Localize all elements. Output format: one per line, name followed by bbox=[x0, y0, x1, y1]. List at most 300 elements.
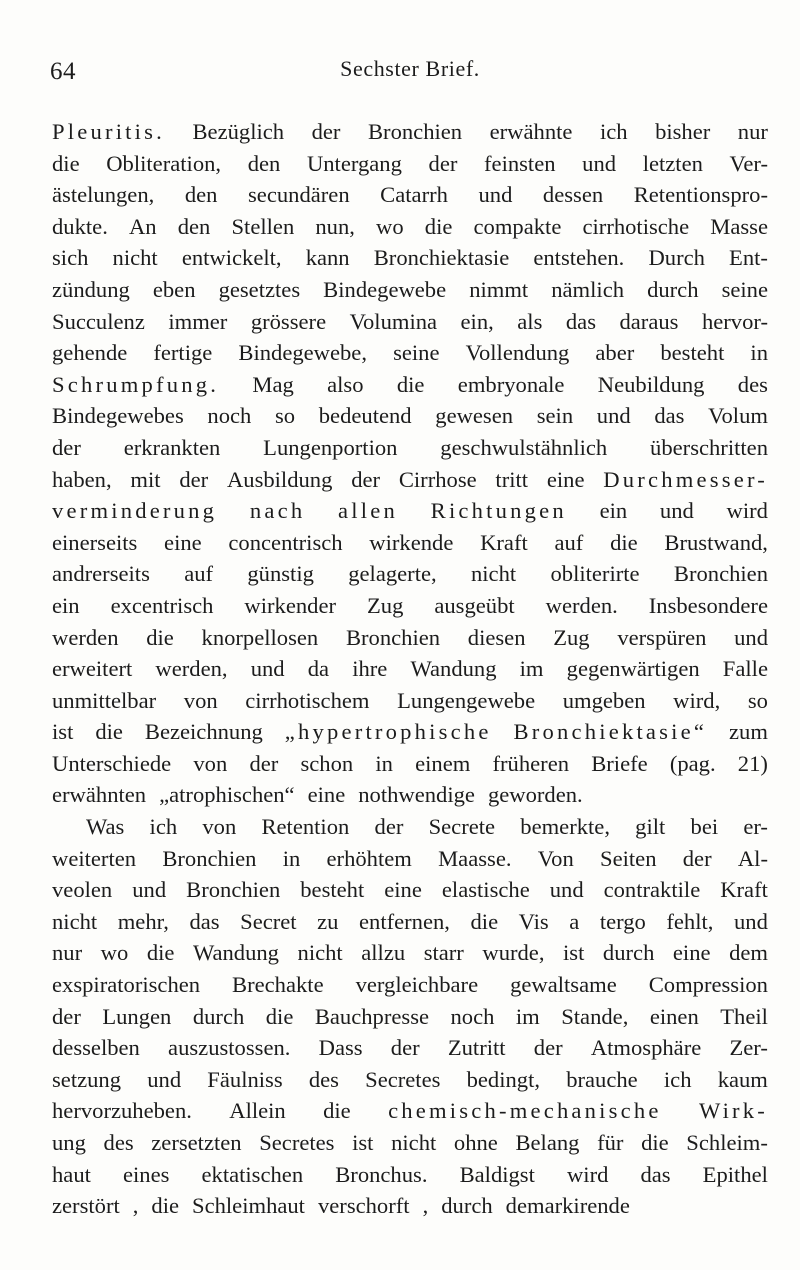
text-line bbox=[52, 779, 768, 811]
word: nämlich bbox=[551, 276, 625, 302]
word: verminderung bbox=[52, 498, 218, 524]
word: verspüren bbox=[617, 624, 707, 650]
word: der bbox=[533, 1035, 563, 1061]
word: Baldigst bbox=[459, 1161, 535, 1187]
word: die bbox=[424, 213, 453, 239]
word: eine bbox=[546, 466, 585, 492]
word: Schleim- bbox=[686, 1130, 768, 1155]
word: Richtungen bbox=[430, 498, 567, 524]
word: kaum bbox=[717, 1066, 768, 1092]
word: im bbox=[519, 656, 544, 682]
word: nothwendige bbox=[358, 782, 475, 808]
word: wo bbox=[100, 940, 129, 966]
word: und bbox=[147, 1066, 182, 1092]
word: entfernen, bbox=[359, 908, 450, 934]
word: Catarrh bbox=[380, 182, 448, 208]
word: Zer- bbox=[729, 1035, 768, 1061]
word: das bbox=[565, 308, 596, 334]
word: verschorft bbox=[317, 1193, 410, 1219]
word: ich bbox=[599, 119, 628, 144]
text-line bbox=[52, 906, 768, 938]
word: diesen bbox=[467, 624, 526, 650]
word: Succulenz bbox=[52, 308, 145, 334]
word: embryonale bbox=[457, 371, 565, 397]
word: Mag bbox=[252, 371, 294, 397]
word: die bbox=[146, 624, 174, 650]
word: des bbox=[737, 371, 768, 397]
word: zum bbox=[729, 719, 768, 745]
word: Insbesondere bbox=[648, 592, 768, 618]
word: Falle bbox=[722, 656, 768, 682]
word: die bbox=[151, 1193, 180, 1219]
word: Brechakte bbox=[232, 972, 324, 998]
text-line bbox=[52, 811, 768, 843]
word: tergo bbox=[599, 908, 646, 934]
word: compakte bbox=[473, 213, 562, 239]
word: zersetzten bbox=[151, 1130, 242, 1155]
word: der bbox=[351, 466, 381, 492]
word: und bbox=[549, 877, 584, 903]
word: Bronchien bbox=[162, 845, 257, 871]
word: die bbox=[146, 940, 175, 966]
word: und bbox=[132, 877, 167, 903]
word: gilt bbox=[635, 814, 666, 840]
word: auf bbox=[554, 529, 584, 555]
text-line bbox=[52, 432, 768, 464]
word: nun, bbox=[315, 213, 355, 239]
word: Schrumpfung. bbox=[52, 371, 220, 397]
word: und bbox=[734, 624, 768, 650]
text-line bbox=[52, 1095, 768, 1127]
word: ein bbox=[599, 498, 628, 524]
word: haben, bbox=[52, 466, 112, 492]
word: Cirrhose bbox=[398, 466, 477, 492]
word: Stande, bbox=[561, 1003, 629, 1029]
word: den bbox=[247, 150, 281, 176]
word: Stellen bbox=[231, 213, 295, 239]
word: bedingt, bbox=[466, 1066, 541, 1092]
word: das bbox=[189, 908, 220, 934]
text-line bbox=[52, 937, 768, 969]
text-line bbox=[52, 843, 768, 875]
word: wo bbox=[376, 213, 404, 239]
word: Bindegewebe, bbox=[238, 340, 367, 366]
text-line bbox=[52, 306, 768, 338]
word: die bbox=[265, 1003, 294, 1029]
word: fehlt, bbox=[666, 908, 714, 934]
word: Wirk- bbox=[698, 1098, 768, 1124]
word: Atmosphäre bbox=[590, 1035, 702, 1061]
word: schon bbox=[300, 750, 354, 776]
text-line bbox=[52, 1032, 768, 1064]
word: bei bbox=[690, 814, 719, 840]
word: nach bbox=[249, 498, 306, 524]
word: knorpellosen bbox=[201, 624, 319, 650]
word: dessen bbox=[542, 182, 604, 208]
text-line bbox=[52, 148, 768, 180]
word: früheren bbox=[492, 750, 570, 776]
word: ektatischen bbox=[201, 1161, 304, 1187]
word: Secretes bbox=[259, 1130, 335, 1155]
word: a bbox=[569, 908, 580, 934]
word: der bbox=[428, 150, 458, 176]
word: Compression bbox=[648, 972, 768, 998]
word: geschwulstähnlich bbox=[440, 434, 608, 460]
text-line bbox=[52, 1001, 768, 1033]
word: die bbox=[470, 908, 499, 934]
word: wird bbox=[566, 1161, 609, 1187]
word: chemisch-mechanische bbox=[388, 1098, 662, 1124]
word: ist bbox=[563, 940, 585, 966]
word: also bbox=[327, 371, 364, 397]
word: Fäulniss bbox=[207, 1066, 283, 1092]
word: ohne bbox=[453, 1130, 498, 1155]
word: feinsten bbox=[484, 150, 556, 176]
word: von bbox=[193, 750, 228, 776]
word: umgeben bbox=[562, 687, 646, 713]
word: Bronchus. bbox=[335, 1161, 428, 1187]
word: weiterten bbox=[52, 845, 137, 871]
word: Pleuritis. bbox=[52, 119, 165, 144]
word: ung bbox=[52, 1130, 86, 1155]
word: hervorzuheben. bbox=[52, 1098, 192, 1124]
word: als bbox=[517, 308, 543, 334]
word: bisher bbox=[655, 119, 711, 144]
text-line bbox=[52, 1159, 768, 1191]
word: der bbox=[374, 814, 404, 840]
word: seine bbox=[721, 276, 768, 302]
word: zu bbox=[317, 908, 339, 934]
word: besteht bbox=[300, 877, 365, 903]
word: Von bbox=[537, 845, 574, 871]
word: die bbox=[52, 150, 80, 176]
word: entstehen. bbox=[533, 245, 625, 271]
word: und bbox=[582, 150, 617, 176]
word: und bbox=[733, 908, 768, 934]
word: letzten bbox=[642, 150, 703, 176]
word: wird, bbox=[673, 687, 721, 713]
word: auf bbox=[184, 561, 214, 587]
text-line bbox=[52, 242, 768, 274]
word: Secretes bbox=[365, 1066, 441, 1092]
word: sein bbox=[536, 403, 574, 429]
word: Volum bbox=[708, 403, 768, 429]
word: wirkende bbox=[369, 529, 454, 555]
word: „hypertrophische bbox=[284, 719, 492, 745]
word: Ent- bbox=[729, 245, 768, 271]
word: brauche bbox=[566, 1066, 638, 1092]
word: haut bbox=[52, 1161, 91, 1187]
word: Allein bbox=[229, 1098, 286, 1124]
word: durch bbox=[647, 276, 699, 302]
word: ich bbox=[149, 814, 178, 840]
word: andrerseits bbox=[52, 561, 150, 587]
word: werden bbox=[52, 624, 119, 650]
word: die bbox=[641, 1130, 669, 1155]
word: ein bbox=[52, 592, 80, 618]
word: kann bbox=[305, 245, 350, 271]
word: gewesen bbox=[435, 403, 514, 429]
word: , bbox=[422, 1193, 429, 1219]
word: den bbox=[177, 213, 211, 239]
word: gegenwärtigen bbox=[566, 656, 700, 682]
word: Volumina bbox=[349, 308, 438, 334]
word: ist bbox=[352, 1130, 374, 1155]
word: allen bbox=[338, 498, 398, 524]
body-text bbox=[52, 116, 768, 1222]
text-line bbox=[52, 400, 768, 432]
word: setzung bbox=[52, 1066, 122, 1092]
word: Belang bbox=[515, 1130, 580, 1155]
word: nicht bbox=[52, 908, 98, 934]
word: er- bbox=[743, 814, 768, 840]
text-line bbox=[52, 464, 768, 496]
word: Epithel bbox=[702, 1161, 768, 1187]
word: Bronchiektasie“ bbox=[513, 719, 708, 745]
word: Theil bbox=[720, 1003, 768, 1029]
page-number: 64 bbox=[50, 58, 76, 85]
word: mit bbox=[130, 466, 161, 492]
word: wird bbox=[726, 498, 768, 524]
word: (pag. bbox=[669, 750, 716, 776]
word: desselben bbox=[52, 1035, 140, 1061]
text-line bbox=[52, 1127, 768, 1159]
word: fertige bbox=[153, 340, 213, 366]
word: nicht bbox=[112, 245, 158, 271]
word: zerstört bbox=[52, 1193, 120, 1219]
word: und bbox=[659, 498, 694, 524]
text-line bbox=[52, 716, 768, 748]
word: Obliteration, bbox=[106, 150, 222, 176]
word: ausgeübt bbox=[434, 592, 515, 618]
word: günstig bbox=[247, 561, 314, 587]
word: zündung bbox=[52, 276, 130, 302]
word: Al- bbox=[737, 845, 768, 871]
word: Bronchien bbox=[186, 877, 281, 903]
word: wurde, bbox=[482, 940, 545, 966]
word: bemerkte, bbox=[520, 814, 610, 840]
word: erkrankten bbox=[123, 434, 221, 460]
word: Was bbox=[86, 814, 125, 840]
word: eben bbox=[152, 276, 196, 302]
word: durch bbox=[192, 1003, 245, 1029]
word: entwickelt, bbox=[181, 245, 282, 271]
word: allzu bbox=[361, 940, 406, 966]
word: erwähnten bbox=[52, 782, 147, 808]
word: Ausbildung bbox=[226, 466, 333, 492]
word: einem bbox=[415, 750, 471, 776]
word: dem bbox=[729, 940, 768, 966]
word: in bbox=[375, 750, 393, 776]
word: von bbox=[183, 687, 218, 713]
text-line bbox=[52, 558, 768, 590]
text-line bbox=[52, 1064, 768, 1096]
running-title: Sechster Brief. bbox=[340, 56, 480, 81]
word: bedeutend bbox=[318, 403, 412, 429]
text-line bbox=[52, 1190, 768, 1222]
word: den bbox=[184, 182, 218, 208]
text-line bbox=[52, 116, 768, 148]
text-line bbox=[52, 495, 768, 527]
word: werden, bbox=[155, 656, 228, 682]
text-line bbox=[52, 211, 768, 243]
word: der bbox=[682, 845, 712, 871]
word: da bbox=[307, 656, 330, 682]
word: gesetztes bbox=[218, 276, 301, 302]
word: Maasse. bbox=[438, 845, 512, 871]
word: secundären bbox=[248, 182, 350, 208]
word: wirkender bbox=[244, 592, 337, 618]
word: einen bbox=[649, 1003, 699, 1029]
word: der bbox=[52, 434, 81, 460]
word: Zug bbox=[553, 624, 590, 650]
word: auszustossen. bbox=[168, 1035, 291, 1061]
word: der bbox=[52, 1003, 81, 1029]
word: vergleichbare bbox=[355, 972, 479, 998]
word: Lungen bbox=[102, 1003, 172, 1029]
word: 21) bbox=[737, 750, 768, 776]
text-line bbox=[52, 179, 768, 211]
word: so bbox=[275, 403, 296, 429]
word: Retention bbox=[261, 814, 350, 840]
word: dukte. bbox=[52, 213, 108, 239]
word: Bindegewebes bbox=[52, 403, 184, 429]
word: in bbox=[282, 845, 301, 871]
word: immer bbox=[168, 308, 228, 334]
word: Bindegewebe bbox=[323, 276, 447, 302]
word: Seiten bbox=[600, 845, 657, 871]
word: eine bbox=[672, 940, 711, 966]
word: von bbox=[202, 814, 237, 840]
word: noch bbox=[450, 1003, 495, 1029]
word: Zutritt bbox=[447, 1035, 506, 1061]
word: exspiratorischen bbox=[52, 972, 201, 998]
word: Untergang bbox=[306, 150, 402, 176]
word: Wandung bbox=[410, 656, 497, 682]
word: tritt bbox=[495, 466, 529, 492]
word: gelagerte, bbox=[348, 561, 437, 587]
word: und bbox=[478, 182, 513, 208]
word: der bbox=[390, 1035, 420, 1061]
word: so bbox=[747, 687, 768, 713]
word: concentrisch bbox=[228, 529, 343, 555]
word: für bbox=[597, 1130, 624, 1155]
word: Durchmesser- bbox=[603, 466, 768, 492]
word: mehr, bbox=[117, 908, 169, 934]
word: des bbox=[308, 1066, 339, 1092]
word: besteht bbox=[660, 340, 725, 366]
word: Wandung bbox=[192, 940, 279, 966]
word: , bbox=[132, 1193, 139, 1219]
word: die bbox=[95, 719, 123, 745]
word: ich bbox=[663, 1066, 692, 1092]
word: Secrete bbox=[428, 814, 496, 840]
word: hervor- bbox=[701, 308, 768, 334]
word: „atrophischen“ bbox=[159, 782, 295, 808]
page-header bbox=[50, 54, 770, 90]
word: überschritten bbox=[650, 434, 768, 460]
word: der bbox=[179, 466, 209, 492]
text-line bbox=[52, 874, 768, 906]
word: der bbox=[311, 119, 341, 144]
word: cirrhotischem bbox=[245, 687, 370, 713]
word: nicht bbox=[470, 561, 517, 587]
word: excentrisch bbox=[110, 592, 214, 618]
word: Bronchiektasie bbox=[373, 245, 510, 271]
word: elastische bbox=[441, 877, 530, 903]
word: geworden. bbox=[487, 782, 583, 808]
text-line bbox=[52, 527, 768, 559]
word: Bezüglich bbox=[192, 119, 285, 144]
word: ihre bbox=[352, 656, 388, 682]
text-line bbox=[52, 748, 768, 780]
word: aber bbox=[595, 340, 635, 366]
word: und bbox=[250, 656, 285, 682]
word: Unterschiede bbox=[52, 750, 172, 776]
word: das bbox=[654, 403, 685, 429]
word: die bbox=[610, 529, 638, 555]
word: nur bbox=[52, 940, 83, 966]
word: Schleimhaut bbox=[192, 1193, 305, 1219]
word: Durch bbox=[648, 245, 705, 271]
word: gehende bbox=[52, 340, 128, 366]
word: Brustwand, bbox=[664, 529, 768, 555]
word: die bbox=[396, 371, 425, 397]
word: werden. bbox=[545, 592, 618, 618]
word: Ver- bbox=[729, 150, 768, 176]
word: Masse bbox=[710, 213, 768, 239]
text-line bbox=[52, 685, 768, 717]
word: Dass bbox=[318, 1035, 363, 1061]
word: Vollendung bbox=[465, 340, 570, 366]
word: und bbox=[596, 403, 631, 429]
word: erhöhtem bbox=[326, 845, 412, 871]
word: grössere bbox=[250, 308, 327, 334]
word: Lungenportion bbox=[263, 434, 398, 460]
word: cirrhotische bbox=[582, 213, 690, 239]
word: noch bbox=[207, 403, 252, 429]
word: unmittelbar bbox=[52, 687, 157, 713]
word: das bbox=[640, 1161, 671, 1187]
word: contraktile bbox=[603, 877, 701, 903]
text-line bbox=[52, 653, 768, 685]
text-line bbox=[52, 590, 768, 622]
word: Lungengewebe bbox=[397, 687, 536, 713]
word: ein, bbox=[460, 308, 494, 334]
word: demarkirende bbox=[505, 1193, 630, 1219]
word: eine bbox=[307, 782, 346, 808]
text-line bbox=[52, 369, 768, 401]
text-line bbox=[52, 969, 768, 1001]
word: starr bbox=[423, 940, 464, 966]
word: ist bbox=[52, 719, 74, 745]
word: sich bbox=[52, 245, 89, 271]
word: erwähnte bbox=[489, 119, 573, 144]
word: erweitert bbox=[52, 656, 133, 682]
word: Bronchien bbox=[367, 119, 463, 144]
word: Bronchien bbox=[345, 624, 441, 650]
word: Kraft bbox=[720, 877, 768, 903]
word: seine bbox=[393, 340, 440, 366]
word: Bauchpresse bbox=[314, 1003, 430, 1029]
word: Kraft bbox=[480, 529, 528, 555]
word: Retentionspro- bbox=[633, 182, 768, 208]
word: eine bbox=[164, 529, 202, 555]
word: der bbox=[249, 750, 279, 776]
text-line bbox=[52, 622, 768, 654]
word: nicht bbox=[297, 940, 343, 966]
word: durch bbox=[441, 1193, 493, 1219]
